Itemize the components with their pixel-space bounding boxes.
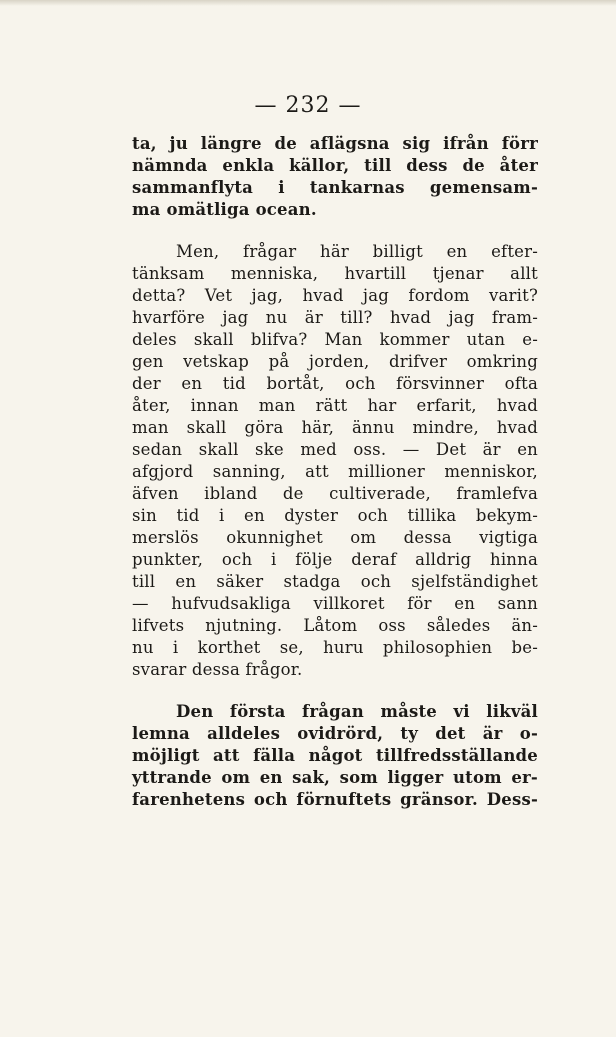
text-line: svarar dessa frågor.	[132, 660, 303, 679]
page-number: — 232 —	[254, 93, 362, 118]
text-line: ma omätliga ocean.	[132, 200, 317, 219]
text-line: gen vetskap på jorden, drifver omkring	[132, 352, 538, 371]
text-line: ta, ju längre de aflägsna sig ifrån förr	[132, 134, 538, 153]
text-line: tänksam menniska, hvartill tjenar allt	[132, 264, 538, 283]
text-line: Den första frågan måste vi likväl	[176, 702, 538, 721]
text-line: deles skall blifva? Man kommer utan e-	[132, 330, 538, 349]
text-line: — hufvudsakliga villkoret för en sann	[132, 594, 538, 613]
text-line: nu i korthet se, huru philosophien be-	[132, 638, 538, 657]
text-line: lifvets njutning. Låtom oss således än-	[132, 616, 538, 635]
paragraph-1	[132, 133, 538, 221]
paragraph-3	[132, 701, 538, 811]
text-line: punkter, och i följe deraf alldrig hinna	[132, 550, 538, 569]
page-top-edge	[0, 0, 616, 6]
body-text	[132, 133, 538, 831]
text-line: nämnda enkla källor, till dess de åter	[132, 156, 538, 175]
text-line: sedan skall ske med oss. — Det är en	[132, 440, 538, 459]
text-line: farenhetens och förnuftets gränsor. Dess-	[132, 790, 538, 809]
text-line: der en tid bortåt, och försvinner ofta	[132, 374, 538, 393]
text-line: till en säker stadga och sjelfständighet	[132, 572, 538, 591]
text-line: lemna alldeles ovidrörd, ty det är o-	[132, 724, 538, 743]
text-line: detta? Vet jag, hvad jag fordom varit?	[132, 286, 538, 305]
text-line: sin tid i en dyster och tillika bekym-	[132, 506, 538, 525]
text-line: åter, innan man rätt har erfarit, hvad	[132, 396, 538, 415]
text-line: man skall göra här, ännu mindre, hvad	[132, 418, 538, 437]
text-line: afgjord sanning, att millioner menniskor,	[132, 462, 538, 481]
paragraph-2	[132, 241, 538, 681]
text-line: äfven ibland de cultiverade, framlefva	[132, 484, 538, 503]
text-line: möjligt att fälla något tillfredsställande	[132, 746, 538, 765]
text-line: Men, frågar här billigt en efter-	[176, 242, 538, 261]
text-line: merslös okunnighet om dessa vigtiga	[132, 528, 538, 547]
text-line: sammanflyta i tankarnas gemensam-	[132, 178, 538, 197]
text-line: hvarföre jag nu är till? hvad jag fram-	[132, 308, 538, 327]
text-line: yttrande om en sak, som ligger utom er-	[132, 768, 538, 787]
